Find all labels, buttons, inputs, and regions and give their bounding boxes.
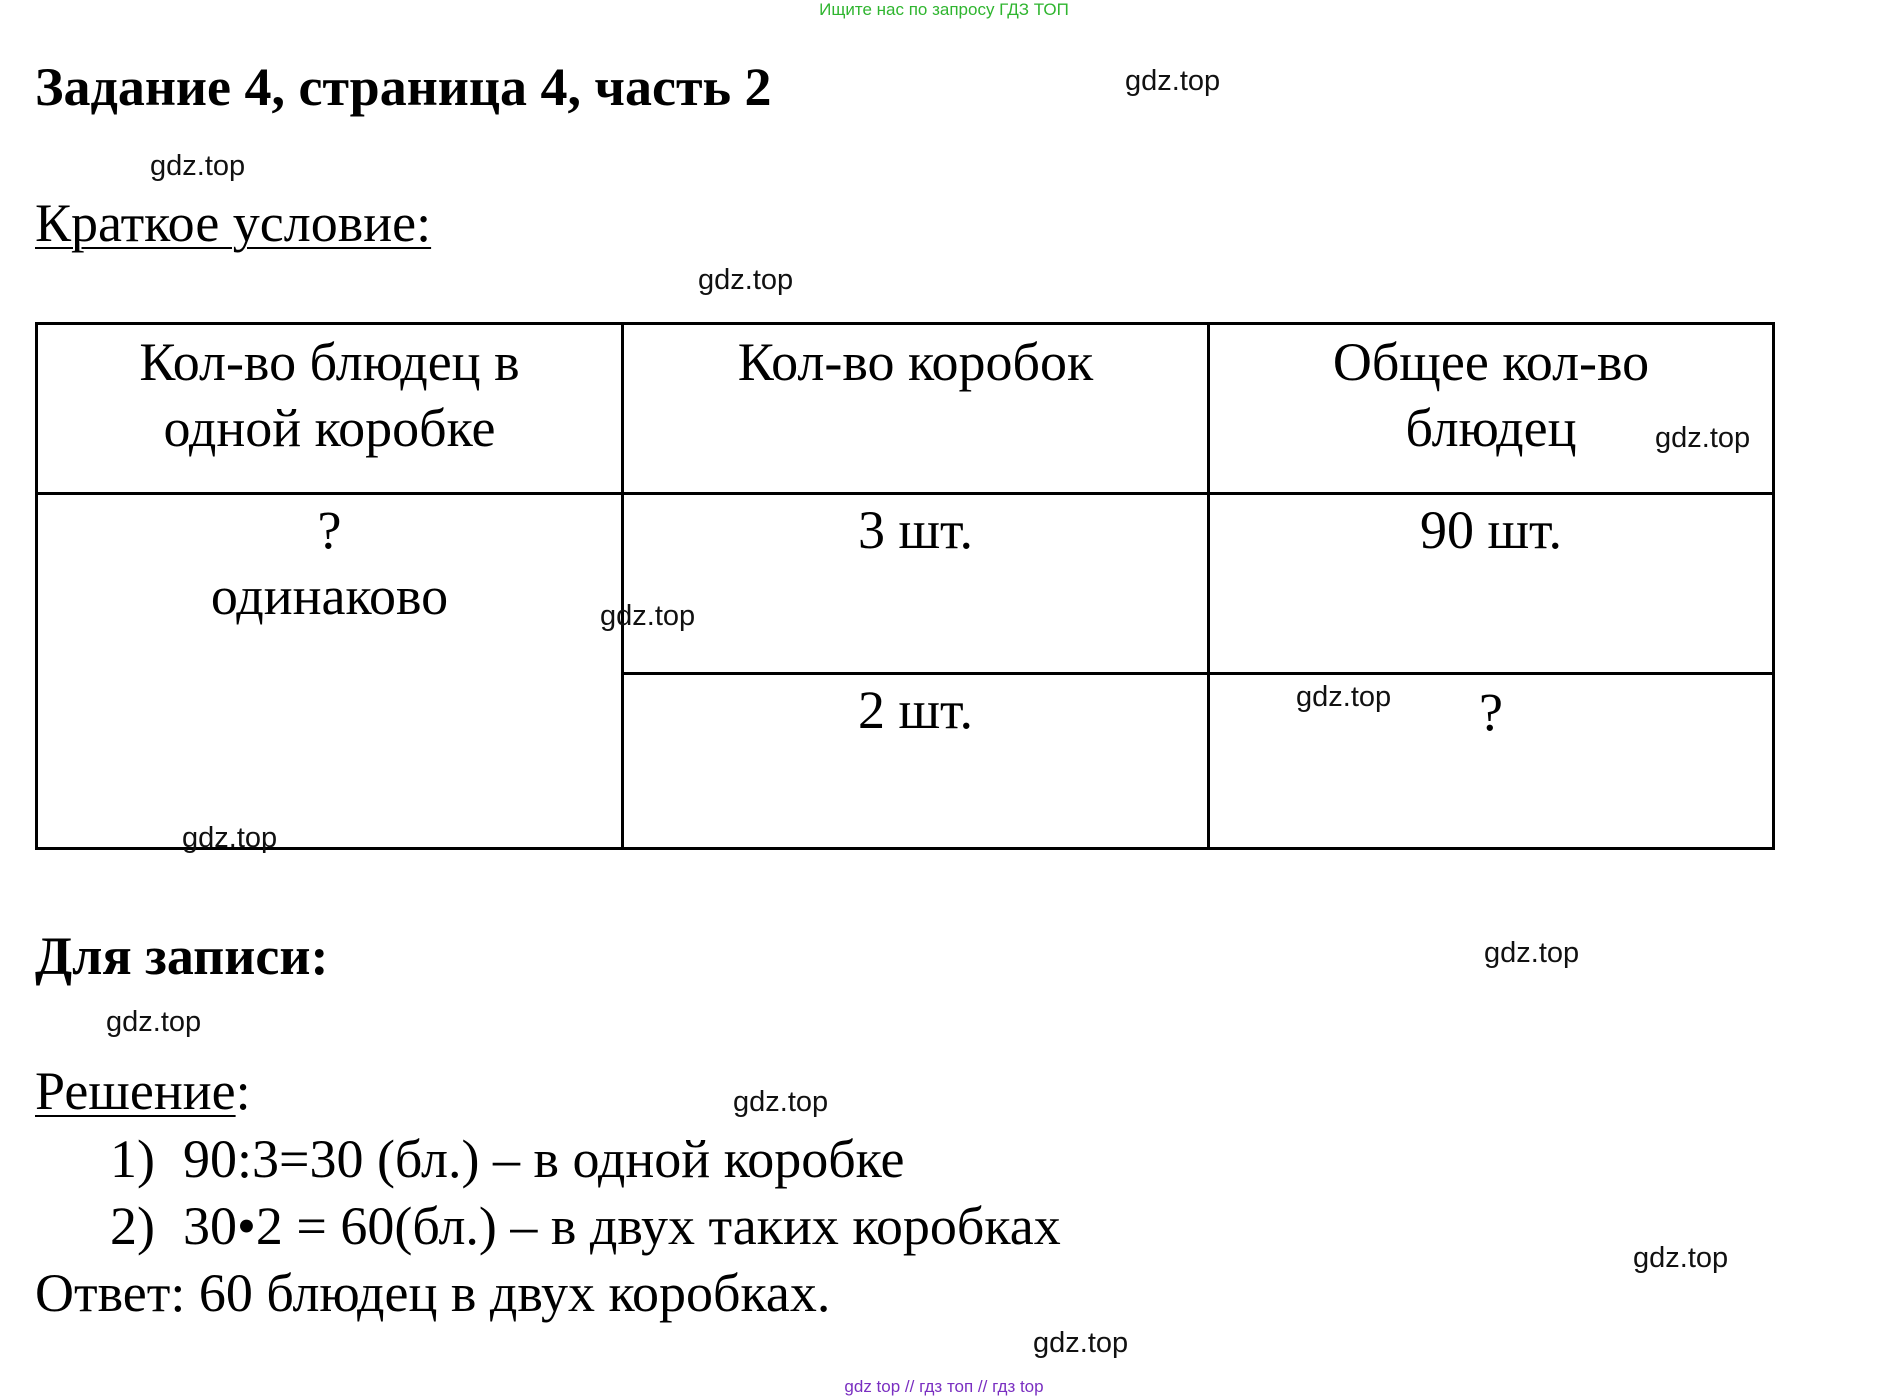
watermark: gdz.top: [106, 1006, 202, 1038]
table-divider: [621, 325, 624, 847]
watermark: gdz.top: [733, 1086, 829, 1118]
brief-condition-label: Краткое условие:: [35, 193, 432, 253]
table-divider: [621, 672, 1772, 675]
solution-label: Решение:: [35, 1061, 251, 1121]
table-divider: [38, 492, 1772, 495]
footer-links[interactable]: gdz top // гдз топ // гдз top: [844, 1377, 1044, 1396]
page-title: Задание 4, страница 4, часть 2: [35, 57, 772, 117]
watermark: gdz.top: [182, 822, 278, 854]
top-banner[interactable]: Ищите нас по запросу ГДЗ ТОП: [819, 0, 1069, 19]
header-box-count: Кол-во коробок: [737, 332, 1094, 392]
cell-total-row1: 90 шт.: [1419, 500, 1563, 560]
cell-total-row2: ?: [1479, 682, 1503, 742]
watermark: gdz.top: [1296, 681, 1392, 713]
watermark: gdz.top: [1633, 1242, 1729, 1274]
answer-line: Ответ: 60 блюдец в двух коробках.: [35, 1263, 831, 1323]
watermark: gdz.top: [1484, 937, 1580, 969]
cell-boxes-row1: 3 шт.: [857, 500, 974, 560]
header-saucers-per-box: Кол-во блюдец в одной коробке: [139, 332, 520, 458]
watermark: gdz.top: [150, 150, 246, 182]
cell-boxes-row2: 2 шт.: [857, 680, 974, 740]
header-total-saucers: Общее кол-во блюдец: [1332, 332, 1650, 458]
watermark: gdz.top: [1033, 1327, 1129, 1359]
solution-step: 2) 30•2 = 60(бл.) – в двух таких коробках: [110, 1196, 1061, 1256]
watermark: gdz.top: [698, 264, 794, 296]
for-record-heading: Для записи:: [35, 926, 329, 986]
watermark: gdz.top: [1125, 65, 1221, 97]
condition-table: [35, 322, 1775, 850]
watermark: gdz.top: [600, 600, 696, 632]
watermark: gdz.top: [1655, 422, 1751, 454]
solution-step: 1) 90:3=30 (бл.) – в одной коробке: [110, 1129, 905, 1189]
cell-saucers-per-box: ? одинаково: [210, 500, 449, 626]
